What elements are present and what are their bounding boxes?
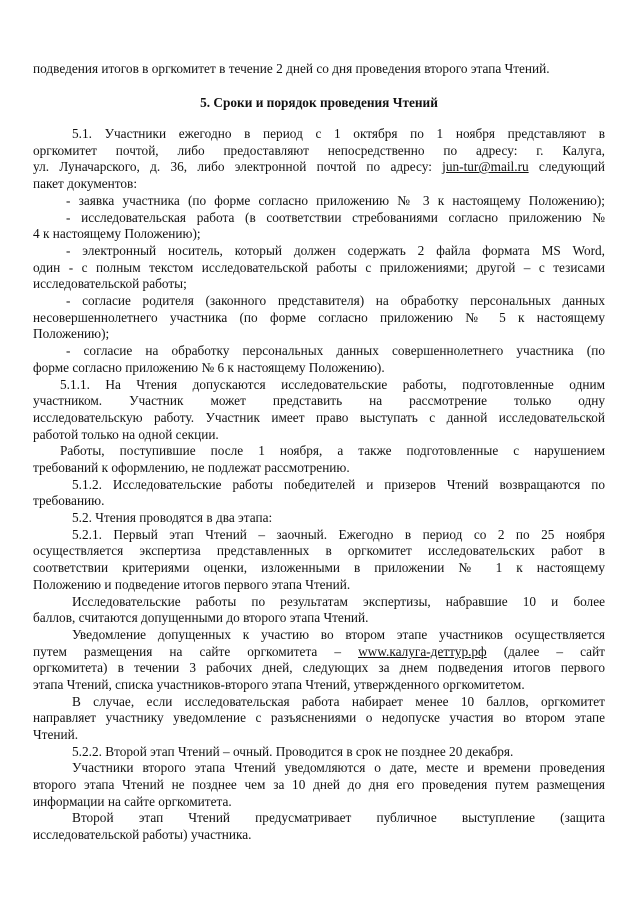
text-line: один - с полным текстом исследовательской работы с приложениями; другой – с тезисами bbox=[33, 260, 605, 275]
text-line: баллов, считаются допущенными до второго этапа Чтений. bbox=[33, 610, 369, 625]
site-link[interactable]: www.калуга-деттур.рф bbox=[358, 644, 487, 659]
text-line-with-link bbox=[33, 644, 605, 661]
text-line: работой только на одной секции. bbox=[33, 427, 219, 442]
text-line: Участники второго этапа Чтений уведомляются о дате, месте и времени проведения bbox=[72, 760, 605, 775]
list-item: - согласие родителя (законного представителя) на обработку персональных данных bbox=[66, 293, 605, 308]
text-line: несовершеннолетнего участника (по форме согласно приложению № 5 к настоящему bbox=[33, 310, 605, 325]
text-line: В случае, если исследовательская работа набирает менее 10 баллов, оргкомитет bbox=[72, 694, 605, 709]
list-item: - исследовательская работа (в соответствии стребованиями согласно приложению № bbox=[66, 210, 605, 225]
text-line: соответствии критериями оценки, изложенными в приложении № 1 к настоящему bbox=[33, 560, 605, 575]
text-line: 5.1. Участники ежегодно в период с 1 октября по 1 ноября представляют в bbox=[72, 126, 605, 141]
text-line: исследовательской работы) участника. bbox=[33, 827, 252, 842]
text-line: оргкомитет почтой, либо предоставляют непосредственно по адресу: г. Калуга, bbox=[33, 143, 605, 158]
text-line: Уведомление допущенных к участию во втором этапе участников осуществляется bbox=[72, 627, 605, 642]
text-line: Положению); bbox=[33, 326, 110, 341]
section-heading: 5. Сроки и порядок проведения Чтений bbox=[200, 95, 438, 110]
text-line: 5.2. Чтения проводятся в два этапа: bbox=[72, 510, 273, 525]
list-item: - электронный носитель, который должен содержать 2 файла формата MS Word, bbox=[66, 243, 605, 258]
text-line: этапа Чтений, списка участников-второго этапа Чтений, утвержденного оргкомитетом. bbox=[33, 677, 525, 692]
text-fragment: (далее – сайт bbox=[486, 644, 605, 659]
text-line: осуществляется экспертиза представленных в оргкомитет исследовательских работ в bbox=[33, 543, 605, 558]
text-line: 5.2.2. Второй этап Чтений – очный. Проводится в срок не позднее 20 декабря. bbox=[72, 744, 514, 759]
text-line: исследовательскую работу. Участник имеет право выступать с данной исследовательской bbox=[33, 410, 605, 425]
text-fragment: следующий bbox=[528, 159, 605, 174]
list-item: - заявка участника (по форме согласно приложению № 3 к настоящему Положению); bbox=[66, 193, 605, 208]
text-line: участником. Участник может представить на рассмотрение только одну bbox=[33, 393, 605, 408]
text-line: Чтений. bbox=[33, 727, 79, 742]
text-line: Второй этап Чтений предусматривает публичное выступление (защита bbox=[72, 810, 605, 825]
text-line: направляет участнику уведомление с разъяснениями о недопуске участия во втором этапе bbox=[33, 710, 605, 725]
text-line: пакет документов: bbox=[33, 176, 138, 191]
text-line: второго этапа Чтений не позднее чем за 10 дней до дня его проведения путем размещения bbox=[33, 777, 605, 792]
text-line: информации на сайте оргкомитета. bbox=[33, 794, 232, 809]
text-line: Положению и подведение итогов первого этапа Чтений. bbox=[33, 577, 351, 592]
text-line: форме согласно приложению № 6 к настоящему Положению). bbox=[33, 360, 385, 375]
text-line: подведения итогов в оргкомитет в течение 2 дней со дня проведения второго этапа Чтений. bbox=[33, 61, 550, 76]
text-line: 5.1.2. Исследовательские работы победителей и призеров Чтений возвращаются по bbox=[72, 477, 605, 492]
text-line: 4 к настоящему Положению); bbox=[33, 226, 201, 241]
text-fragment: путем размещения на сайте оргкомитета – bbox=[33, 644, 359, 659]
email-link[interactable]: jun-tur@mail.ru bbox=[442, 159, 529, 174]
text-fragment: ул. Луначарского, д. 36, либо электронной почтой по адресу: bbox=[33, 159, 443, 174]
text-line: исследовательской работы; bbox=[33, 276, 187, 291]
text-line: требованию. bbox=[33, 493, 105, 508]
text-line: Исследовательские работы по результатам экспертизы, набравшие 10 и более bbox=[72, 594, 605, 609]
text-line-with-email bbox=[33, 159, 605, 176]
text-line: требований к оформлению, не подлежат рассмотрению. bbox=[33, 460, 350, 475]
list-item: - согласие на обработку персональных данных совершеннолетнего участника (по bbox=[66, 343, 605, 358]
text-line: Работы, поступившие после 1 ноября, а также подготовленные с нарушением bbox=[60, 443, 605, 458]
text-line: 5.1.1. На Чтения допускаются исследовательские работы, подготовленные одним bbox=[60, 377, 605, 392]
text-line: оргкомитета) в течении 3 рабочих дней, следующих за днем подведения итогов первого bbox=[33, 660, 605, 675]
text-line: 5.2.1. Первый этап Чтений – заочный. Ежегодно в период со 2 по 25 ноября bbox=[72, 527, 605, 542]
